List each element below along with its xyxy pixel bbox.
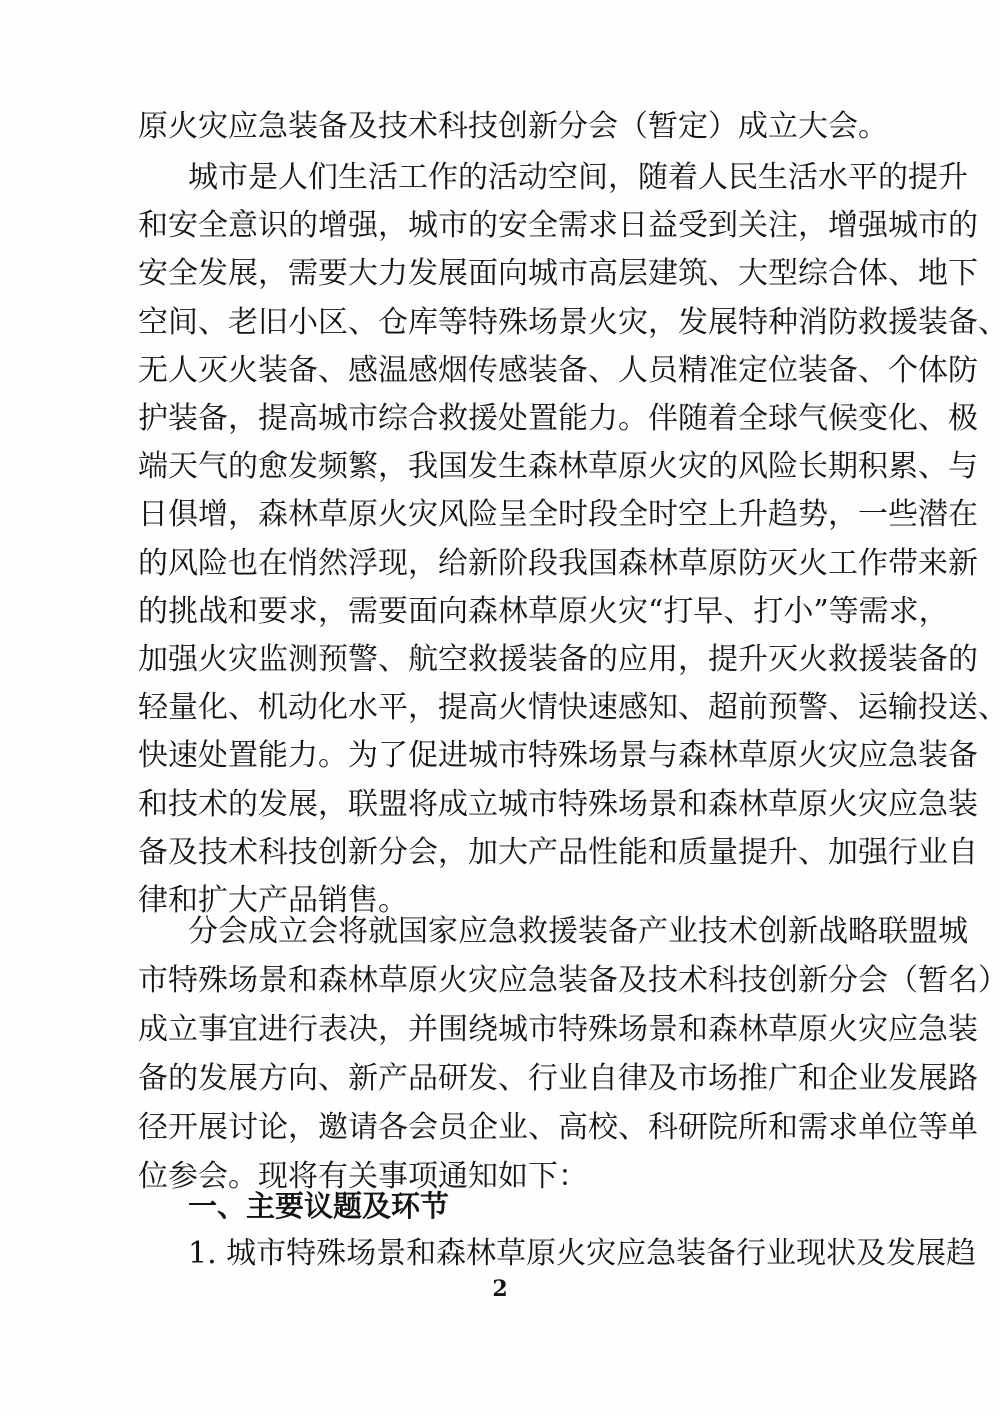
paragraph-branch-line: 市特殊场景和森林草原火灾应急装备及技术科技创新分会（暂名） — [138, 963, 1008, 998]
paragraph-city-line: 轻量化、机动化水平，提高火情快速感知、超前预警、运输投送、 — [138, 690, 1008, 726]
paragraph-city-line: 加强火灾监测预警、航空救援装备的应用，提升灭火救援装备的 — [138, 642, 978, 677]
paragraph-branch-line: 成立事宜进行表决，并围绕城市特殊场景和森林草原火灾应急装 — [138, 1012, 978, 1047]
paragraph-branch-line: 径开展讨论，邀请各会员企业、高校、科研院所和需求单位等单 — [138, 1110, 978, 1145]
paragraph-city-line: 和安全意识的增强，城市的安全需求日益受到关注，增强城市的 — [138, 208, 978, 244]
section-heading: 一、主要议题及环节 — [188, 1189, 450, 1223]
paragraph-city-line: 快速处置能力。为了促进城市特殊场景与森林草原火灾应急装备 — [138, 738, 978, 774]
paragraph-city-line: 无人灭火装备、感温感烟传感装备、人员精准定位装备、个体防 — [138, 352, 978, 388]
paragraph-city-line: 护装备，提高城市综合救援处置能力。伴随着全球气候变化、极 — [138, 401, 978, 436]
paragraph-city-line: 备及技术科技创新分会，加大产品性能和质量提升、加强行业自 — [138, 834, 978, 870]
paragraph-city-line: 的挑战和要求，需要面向森林草原火灾“打早、打小”等需求， — [138, 593, 949, 629]
paragraph-branch-line: 分会成立会将就国家应急救援装备产业技术创新战略联盟城 — [188, 914, 968, 949]
page-number: 2 — [492, 1276, 508, 1302]
paragraph-city-line: 安全发展，需要大力发展面向城市高层建筑、大型综合体、地下 — [138, 256, 978, 292]
paragraph-city-line: 日俱增，森林草原火灾风险呈全时段全时空上升趋势，一些潜在 — [138, 497, 978, 533]
paragraph-intro-line: 原火灾应急装备及技术科技创新分会（暂定）成立大会。 — [138, 109, 888, 144]
paragraph-branch-line: 位参会。现将有关事项通知如下： — [138, 1159, 588, 1194]
paragraph-city-line: 律和扩大产品销售。 — [138, 883, 408, 918]
paragraph-city-line: 和技术的发展，联盟将成立城市特殊场景和森林草原火灾应急装 — [138, 786, 978, 822]
paragraph-city-line: 端天气的愈发频繁，我国发生森林草原火灾的风险长期积累、与 — [138, 449, 978, 485]
agenda-item-1: 1. 城市特殊场景和森林草原火灾应急装备行业现状及发展趋 — [188, 1236, 977, 1271]
paragraph-city-line: 城市是人们生活工作的活动空间，随着人民生活水平的提升 — [188, 160, 968, 195]
paragraph-branch-line: 备的发展方向、新产品研发、行业自律及市场推广和企业发展路 — [138, 1061, 978, 1096]
paragraph-city-line: 的风险也在悄然浮现，给新阶段我国森林草原防灭火工作带来新 — [138, 545, 978, 581]
paragraph-city-line: 空间、老旧小区、仓库等特殊场景火灾，发展特种消防救援装备、 — [138, 304, 1008, 340]
